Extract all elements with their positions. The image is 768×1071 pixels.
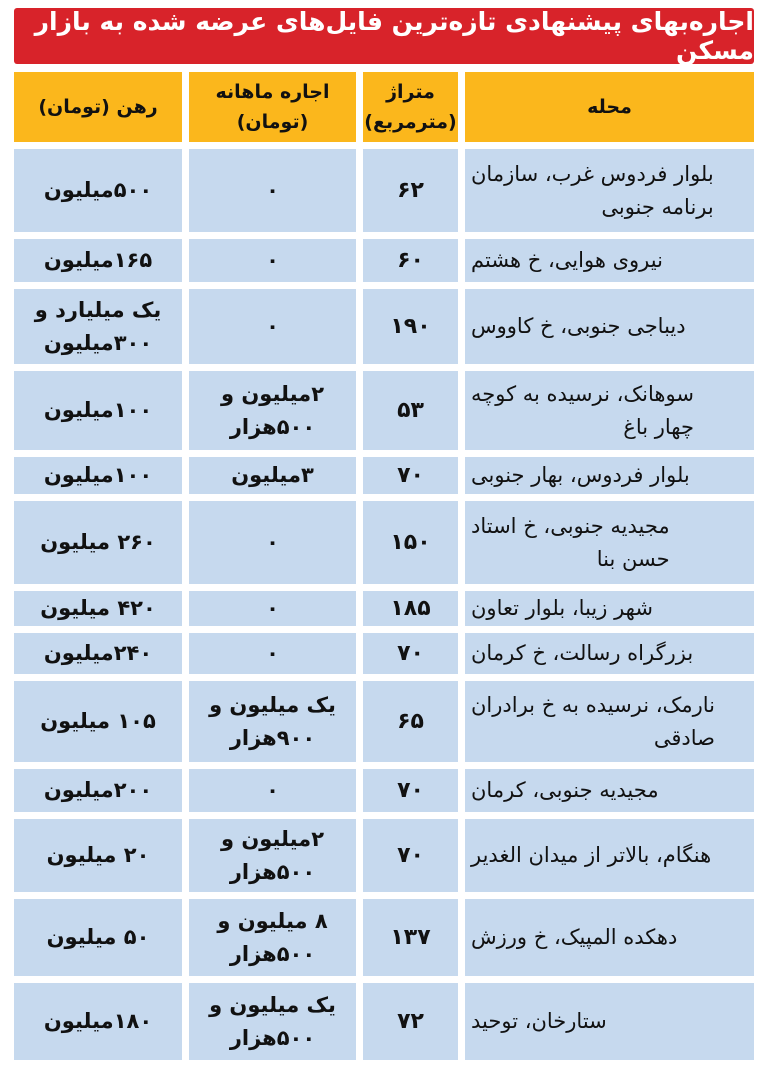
neighborhood-cell: ستارخان، توحید — [458, 983, 754, 1067]
rent-cell: ۰ — [182, 769, 356, 819]
header-neighborhood: محله — [458, 72, 754, 149]
deposit-cell: ۱۰۰میلیون — [14, 371, 182, 457]
page-title: اجاره‌بهای پیشنهادی تازه‌ترین فایل‌های عرضه شده به بازار مسکن — [14, 8, 754, 64]
neighborhood-cell: مجیدیه جنوبی، خ استاد حسن بنا — [458, 501, 754, 591]
rent-cell: ۳میلیون — [182, 457, 356, 501]
neighborhood-cell: سوهانک، نرسیده به کوچه چهار باغ — [458, 371, 754, 457]
neighborhood-cell: دهکده المپیک، خ ورزش — [458, 899, 754, 983]
deposit-cell: ۲۴۰میلیون — [14, 633, 182, 681]
deposit-cell: ۱۸۰میلیون — [14, 983, 182, 1067]
area-cell: ۷۲ — [356, 983, 458, 1067]
area-cell: ۷۰ — [356, 769, 458, 819]
neighborhood-cell: مجیدیه جنوبی، کرمان — [458, 769, 754, 819]
rent-cell: یک میلیون و ۹۰۰هزار — [182, 681, 356, 769]
deposit-cell: ۱۰۵ میلیون — [14, 681, 182, 769]
neighborhood-cell: بزرگراه رسالت، خ کرمان — [458, 633, 754, 681]
rent-cell: ۸ میلیون و ۵۰۰هزار — [182, 899, 356, 983]
header-deposit: رهن (تومان) — [14, 72, 182, 149]
neighborhood-cell: دیباجی جنوبی، خ کاووس — [458, 289, 754, 371]
rent-cell: ۲میلیون و ۵۰۰هزار — [182, 819, 356, 899]
area-cell: ۵۳ — [356, 371, 458, 457]
deposit-cell: ۵۰۰میلیون — [14, 149, 182, 239]
rent-table — [14, 72, 754, 1067]
area-cell: ۱۵۰ — [356, 501, 458, 591]
area-cell: ۱۹۰ — [356, 289, 458, 371]
deposit-cell: یک میلیارد و ۳۰۰میلیون — [14, 289, 182, 371]
area-cell: ۶۰ — [356, 239, 458, 289]
deposit-cell: ۱۰۰میلیون — [14, 457, 182, 501]
header-area: متراژ (مترمربع) — [356, 72, 458, 149]
neighborhood-cell: نارمک، نرسیده به خ برادران صادقی — [458, 681, 754, 769]
area-cell: ۶۵ — [356, 681, 458, 769]
rent-cell: ۰ — [182, 591, 356, 633]
deposit-cell: ۱۶۵میلیون — [14, 239, 182, 289]
area-cell: ۷۰ — [356, 633, 458, 681]
rent-cell: ۰ — [182, 289, 356, 371]
neighborhood-cell: هنگام، بالاتر از میدان الغدیر — [458, 819, 754, 899]
deposit-cell: ۲۰۰میلیون — [14, 769, 182, 819]
neighborhood-cell: شهر زیبا، بلوار تعاون — [458, 591, 754, 633]
rent-cell: ۰ — [182, 149, 356, 239]
rent-cell: یک میلیون و ۵۰۰هزار — [182, 983, 356, 1067]
area-cell: ۷۰ — [356, 819, 458, 899]
area-cell: ۷۰ — [356, 457, 458, 501]
neighborhood-cell: بلوار فردوس، بهار جنوبی — [458, 457, 754, 501]
neighborhood-cell: نیروی هوایی، خ هشتم — [458, 239, 754, 289]
deposit-cell: ۵۰ میلیون — [14, 899, 182, 983]
area-cell: ۶۲ — [356, 149, 458, 239]
deposit-cell: ۲۶۰ میلیون — [14, 501, 182, 591]
deposit-cell: ۴۲۰ میلیون — [14, 591, 182, 633]
deposit-cell: ۲۰ میلیون — [14, 819, 182, 899]
rent-cell: ۰ — [182, 239, 356, 289]
header-rent: اجاره ماهانه (تومان) — [182, 72, 356, 149]
rent-cell: ۰ — [182, 633, 356, 681]
neighborhood-cell: بلوار فردوس غرب، سازمان برنامه جنوبی — [458, 149, 754, 239]
rent-cell: ۰ — [182, 501, 356, 591]
area-cell: ۱۸۵ — [356, 591, 458, 633]
area-cell: ۱۳۷ — [356, 899, 458, 983]
rent-cell: ۲میلیون و ۵۰۰هزار — [182, 371, 356, 457]
